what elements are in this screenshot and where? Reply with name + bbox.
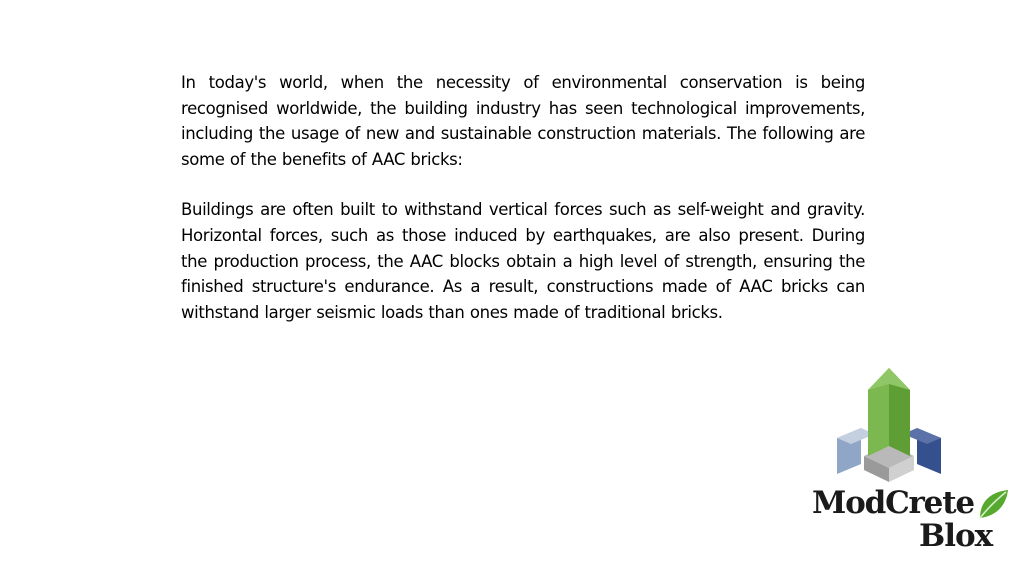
paragraph-intro: In today's world, when the necessity of environmental conservation is being recognised worldwide, the building industry has seen technological improvements, including the usage of new and sustainable construction materials. The following are some of the benefits of AAC bricks:	[181, 73, 865, 169]
leaf-icon	[976, 488, 1010, 522]
logo-text-modcrete: ModCrete	[812, 485, 974, 521]
logo-text-blox: Blox	[919, 518, 993, 554]
paragraph-seismic: Buildings are often built to withstand vertical forces such as self-weight and gravity. Horizontal forces, such as those induced by earthquakes, are also present. During the production process, the AAC blocks obtain a high level of strength, ensuring the finished structure's endurance. As a result, constructions made of AAC bricks can withstand larger seismic loads than ones made of traditional bricks.	[181, 200, 865, 322]
modcrete-blox-logo-icon	[834, 366, 944, 484]
modcrete-blox-logo	[812, 366, 1012, 560]
body-text	[181, 70, 865, 350]
